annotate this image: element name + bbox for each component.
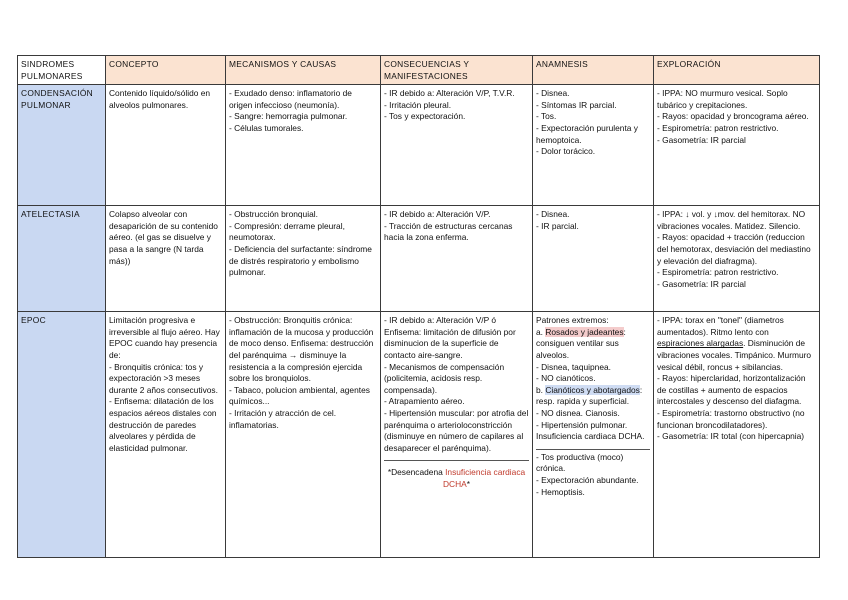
cell-concepto: [106, 85, 226, 206]
table-row-atelectasia: [18, 206, 820, 312]
row-title: ATELECTASIA: [18, 206, 106, 312]
ippa-text-end: . Disminución de vibraciones vocales. Timpánico. Murmuro vesical débil, roncus + sibilancias.: [657, 338, 812, 372]
row-title: CONDENSACIÓN PULMONAR: [18, 85, 106, 206]
header-row: [18, 56, 820, 85]
header-sindromes: SINDROMES PULMONARES: [18, 56, 106, 85]
cell-line: Colapso alveolar con desaparición de su contenido aéreo. (el gas se disuelve y pasa a la sangre (N tarda más)): [109, 209, 218, 266]
cell-line: - IR parcial.: [536, 220, 579, 231]
cell-exploracion: [654, 312, 820, 558]
table-row-condensacion: [18, 85, 820, 206]
pattern-b-text: : resp. rapida y superficial.: [536, 384, 643, 407]
cell-line: - Expectoración abundante.: [536, 474, 639, 485]
cell-anamnesis: [533, 206, 654, 312]
cell-line: - Exudado denso: inflamatorio de origen infeccioso (neumonía).: [229, 88, 352, 110]
cell-line: - Gasometría: IR total (con hipercapnia): [657, 431, 805, 442]
pattern-b: [536, 385, 650, 408]
note-text: *Desencadena: [387, 467, 446, 478]
cell-line: Patrones extremos:: [536, 315, 609, 326]
cell-line: - Rayos: hiperclaridad, horizontalización de costillas + aumento de espacios intercostales y descenso del diafagma.: [657, 373, 806, 407]
cell-line: - Atrapamiento aéreo.: [384, 396, 465, 407]
cell-line: - Gasometría: IR parcial: [657, 278, 746, 289]
cell-line: - Hipertensión muscular: por atrofia del parénquima o arterioloconstricción (disminuye en número de capilares al desaparecer el parénquima).: [384, 407, 529, 453]
pattern-a-highlight: Rosados y jadeantes: [545, 326, 624, 337]
cell-concepto: [106, 312, 226, 558]
cell-anamnesis: [533, 312, 654, 558]
cell-line: - Bronquitis crónica: tos y expectoración >3 meses durante 2 años consecutivos.: [109, 361, 218, 395]
header-concepto: CONCEPTO: [106, 56, 226, 85]
cell-mecanismos: [226, 206, 381, 312]
cell-line: - IPPA: ↓ vol. y ↓mov. del hemitorax. NO vibraciones vocales. Matidez. Silencio.: [657, 209, 806, 231]
cell-line: - Rayos: opacidad y broncograma aéreo.: [657, 111, 809, 122]
note-end: *: [466, 478, 470, 489]
pattern-a: [536, 327, 650, 362]
cell-line: - Hemoptisis.: [536, 486, 585, 497]
cell-line: - Disnea, taquipnea.: [536, 361, 611, 372]
cell-exploracion: [654, 85, 820, 206]
cell-line: - Tos y expectoración.: [384, 111, 466, 122]
cell-consecuencias: [381, 206, 533, 312]
note-highlight: Insuficiencia cardiaca DCHA: [443, 467, 526, 489]
cell-mecanismos: [226, 85, 381, 206]
cell-line: - Mecanismos de compensación (policitemia, acidosis resp. compensada).: [384, 361, 505, 395]
header-anamnesis: ANAMNESIS: [533, 56, 654, 85]
cell-exploracion: [654, 206, 820, 312]
ippa-text: - IPPA: torax en "tonel" (diametros aumentados). Ritmo lento con: [657, 315, 784, 337]
cell-line: - Irritación pleural.: [384, 99, 452, 110]
cell-line: - Disnea.: [536, 209, 570, 220]
pattern-b-highlight: Cianóticos y abotargados: [545, 384, 640, 395]
cell-mecanismos: [226, 312, 381, 558]
pattern-b-prefix: b.: [536, 384, 546, 395]
cell-line: - Disnea.: [536, 88, 570, 99]
cell-line: - IR debido a: Alteración V/P, T.V.R.: [384, 88, 515, 99]
cell-line: - IR debido a: Alteración V/P.: [384, 209, 491, 220]
cell-line: - Sangre: hemorragia pulmonar.: [229, 111, 348, 122]
cell-consecuencias: [381, 312, 533, 558]
cell-line: - Expectoración purulenta y hemoptoica.: [536, 122, 638, 145]
cell-line: Limitación progresiva e irreversible al flujo aéreo. Hay EPOC cuando hay presencia de:: [109, 315, 220, 360]
cell-line: Contenido líquido/sólido en alveolos pulmonares.: [109, 88, 211, 110]
pattern-a-text: : consiguen ventilar sus alveolos.: [536, 326, 626, 360]
cell-concepto: [106, 206, 226, 312]
cell-line: - Dolor torácico.: [536, 146, 596, 157]
pattern-a-prefix: a.: [536, 326, 546, 337]
cell-line: - Tos productiva (moco) crónica.: [536, 451, 624, 474]
ippa-underlined: espiraciones alargadas: [657, 338, 744, 349]
header-consecuencias: CONSECUENCIAS Y MANIFESTACIONES: [381, 56, 533, 85]
cell-consecuencias: [381, 85, 533, 206]
cell-line: - Obstrucción: Bronquitis crónica: inflamación de la mucosa y producción de moco denso. Enfisema: destrucción del parénquima → disminuye la resistencia a la compresión ejercida sobre los bronquiolos.: [229, 315, 374, 384]
cell-anamnesis: [533, 85, 654, 206]
cell-line: - Espirometría: trastorno obstructivo (no funcionan broncodilatadores).: [657, 407, 805, 430]
cell-line: - Síntomas IR parcial.: [536, 99, 617, 110]
cell-line: - Rayos: opacidad + tracción (reduccion del hemotorax, desviación del mediastino y elevación del diafragma).: [657, 232, 811, 266]
ippa-line: [657, 315, 816, 373]
cell-line: - Gasometría: IR parcial: [657, 134, 746, 145]
cell-line: - Deficiencia del surfactante: síndrome de distrés respiratorio y embolismo pulmonar.: [229, 243, 372, 278]
cell-line: - Tos.: [536, 111, 557, 122]
divider: [536, 449, 650, 450]
consequence-note: [384, 467, 529, 490]
cell-line: - Células tumorales.: [229, 122, 304, 133]
cell-line: - Obstrucción bronquial.: [229, 209, 318, 220]
cell-line: - Enfisema: dilatación de los espacios aéreos distales con destrucción de paredes alveolares y pérdida de elasticidad pulmonar.: [109, 396, 217, 453]
cell-line: - Compresión: derrame pleural, neumotorax.: [229, 220, 345, 243]
cell-line: - Espirometría: patron restrictivo.: [657, 267, 779, 278]
row-title: EPOC: [18, 312, 106, 558]
cell-line: - IPPA: NO murmuro vesical. Soplo tubárico y crepitaciones.: [657, 88, 788, 110]
header-exploracion: EXPLORACIÓN: [654, 56, 820, 85]
cell-line: - IR debido a: Alteración V/P ó Enfisema: limitación de difusión por disminucion de la superficie de contacto aire-sangre.: [384, 315, 516, 360]
cell-line: - Tabaco, polucion ambiental, agentes químicos...: [229, 384, 370, 407]
cell-line: - NO disnea. Cianosis.: [536, 407, 620, 418]
header-mecanismos: MECANISMOS Y CAUSAS: [226, 56, 381, 85]
cell-line: - Hipertensión pulmonar. Insuficiencia cardiaca DCHA.: [536, 419, 645, 442]
cell-line: - Tracción de estructuras cercanas hacia la zona enferma.: [384, 220, 513, 243]
cell-line: - NO cianóticos.: [536, 373, 596, 384]
cell-line: - Irritación y atracción de cel. inflamatorias.: [229, 407, 337, 430]
cell-line: - Espirometría: patron restrictivo.: [657, 122, 779, 133]
divider: [384, 460, 529, 461]
syndromes-table: [17, 55, 820, 558]
table-row-epoc: [18, 312, 820, 558]
